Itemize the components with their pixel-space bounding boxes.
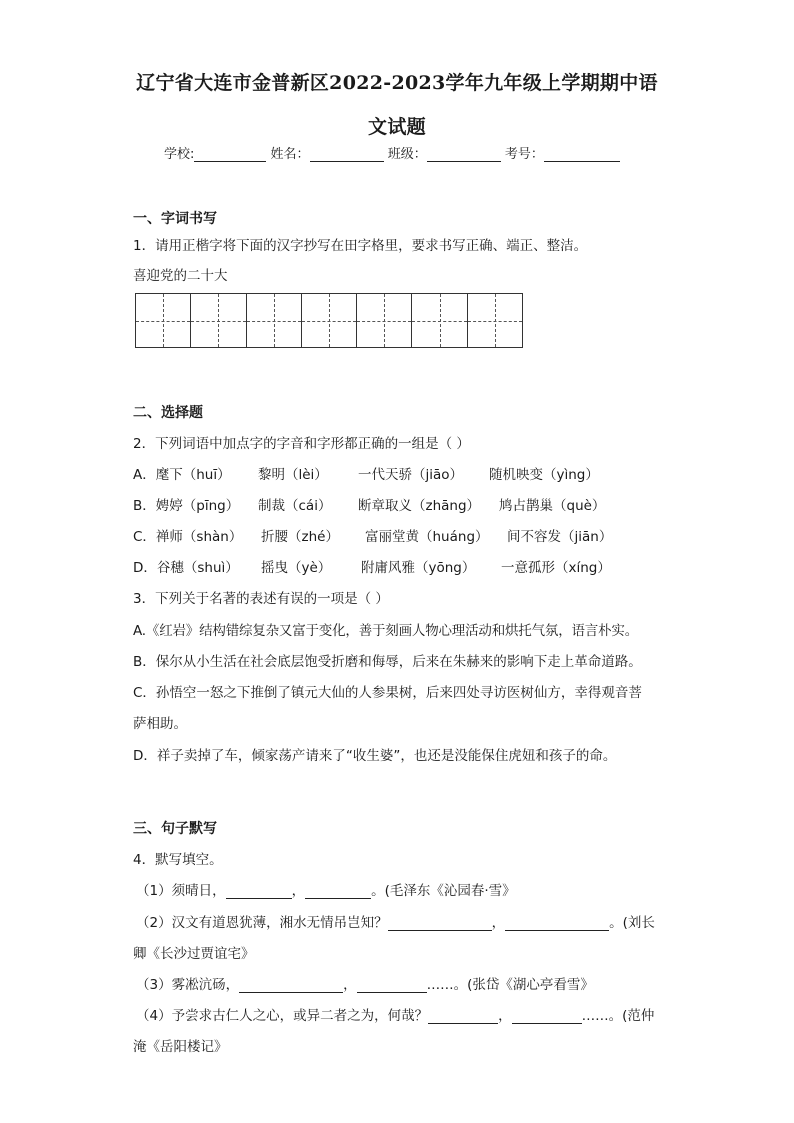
item-sep: ， xyxy=(498,1008,512,1024)
name-field[interactable] xyxy=(310,147,384,162)
section1-title: 一、字词书写 xyxy=(133,211,217,227)
fill-item-4-cont: 淹《岳阳楼记》 xyxy=(133,1039,228,1055)
option-item: 一代天骄（jiāo） xyxy=(358,467,464,483)
tianzige-grid[interactable] xyxy=(135,293,523,348)
answer-blank[interactable] xyxy=(226,884,292,899)
item-sep: ， xyxy=(343,977,357,993)
option-item: 附庸风雅（yōng） xyxy=(361,560,476,576)
phrase-to-copy: 喜迎党的二十大 xyxy=(133,268,228,284)
item-sep: ， xyxy=(491,915,506,931)
fill-item-4 xyxy=(136,1004,654,1024)
grid-cell[interactable] xyxy=(302,294,357,347)
class-label: 班级： xyxy=(387,147,427,162)
item-text: （3）雾凇沆砀， xyxy=(136,977,240,993)
item-sep: ， xyxy=(291,883,306,899)
question-3: 3．下列关于名著的表述有误的一项是（ ） xyxy=(133,591,389,607)
fill-item-2 xyxy=(136,911,655,931)
item-text: （4）予尝求古仁人之心，或异二者之为，何哉？ xyxy=(136,1008,429,1024)
grid-cell[interactable] xyxy=(136,294,191,347)
grid-cell[interactable] xyxy=(191,294,246,347)
school-label: 学校: xyxy=(164,147,195,162)
grid-cell[interactable] xyxy=(247,294,302,347)
answer-blank[interactable] xyxy=(388,916,492,931)
school-field[interactable] xyxy=(194,147,266,162)
answer-blank[interactable] xyxy=(357,978,427,993)
option-item: 断章取义（zhāng） xyxy=(358,498,481,514)
option-item: A．麾下（huī） xyxy=(133,467,231,483)
name-label: 姓名： xyxy=(270,147,310,162)
item-text: （2）汉文有道恩犹薄，湘水无情吊岂知？ xyxy=(136,915,388,931)
option-item: 间不容发（jiān） xyxy=(507,529,613,545)
fill-item-1 xyxy=(136,879,516,899)
question-4: 4．默写填空。 xyxy=(133,852,223,868)
number-label: 考号： xyxy=(504,147,544,162)
option-item: 随机映变（yìng） xyxy=(489,467,599,483)
answer-blank[interactable] xyxy=(239,978,343,993)
grid-cell[interactable] xyxy=(412,294,467,347)
answer-blank[interactable] xyxy=(512,1009,582,1024)
option-item: C．禅师（shàn） xyxy=(133,529,243,545)
option-item: 黎明（lèi） xyxy=(258,467,328,483)
option-item: 一意孤形（xíng） xyxy=(501,560,611,576)
option-item: 富丽堂黄（huáng） xyxy=(365,529,489,545)
answer-blank[interactable] xyxy=(428,1009,498,1024)
class-field[interactable] xyxy=(427,147,501,162)
fill-item-3 xyxy=(136,973,594,993)
grid-cell[interactable] xyxy=(468,294,522,347)
option-item: D．谷穗（shuì） xyxy=(133,560,239,576)
answer-blank[interactable] xyxy=(305,884,371,899)
page-title-line2: 文试题 xyxy=(368,116,426,138)
item-source: ……。(张岱《湖心亭看雪》 xyxy=(426,977,594,993)
option-item: 折腰（zhé） xyxy=(261,529,339,545)
item-source: 。(刘长 xyxy=(609,915,655,931)
q3-option-a[interactable]: A.《红岩》结构错综复杂又富于变化，善于刻画人物心理活动和烘托气氛，语言朴实。 xyxy=(133,623,638,639)
q3-option-d[interactable]: D．祥子卖掉了车，倾家荡产请来了“收生婆”，也还是没能保住虎妞和孩子的命。 xyxy=(133,748,617,764)
q3-option-b[interactable]: B．保尔从小生活在社会底层饱受折磨和侮辱，后来在朱赫来的影响下走上革命道路。 xyxy=(133,654,642,670)
page-title-line1: 辽宁省大连市金普新区2022-2023学年九年级上学期期中语 xyxy=(136,72,658,94)
section2-title: 二、选择题 xyxy=(133,405,203,421)
section3-title: 三、句子默写 xyxy=(133,821,217,837)
q3-option-c-cont: 萨相助。 xyxy=(133,716,187,732)
student-info-line xyxy=(164,143,620,162)
item-text: （1）须晴日， xyxy=(136,883,226,899)
fill-item-2-cont: 卿《长沙过贾谊宅》 xyxy=(133,946,255,962)
answer-blank[interactable] xyxy=(505,916,609,931)
question-1: 1．请用正楷字将下面的汉字抄写在田字格里，要求书写正确、端正、整洁。 xyxy=(133,238,588,254)
q3-option-c[interactable]: C．孙悟空一怒之下推倒了镇元大仙的人参果树，后来四处寻访医树仙方，幸得观音菩 xyxy=(133,685,642,701)
option-item: 鸠占鹊巢（què） xyxy=(499,498,606,514)
item-source: 。(毛泽东《沁园春·雪》 xyxy=(371,883,516,899)
option-item: 制裁（cái） xyxy=(258,498,332,514)
item-source: ……。(范仲 xyxy=(581,1008,655,1024)
option-item: 摇曳（yè） xyxy=(261,560,332,576)
option-item: B．娉婷（pīng） xyxy=(133,498,240,514)
question-2: 2．下列词语中加点字的字音和字形都正确的一组是（ ） xyxy=(133,436,470,452)
number-field[interactable] xyxy=(544,147,620,162)
grid-cell[interactable] xyxy=(357,294,412,347)
